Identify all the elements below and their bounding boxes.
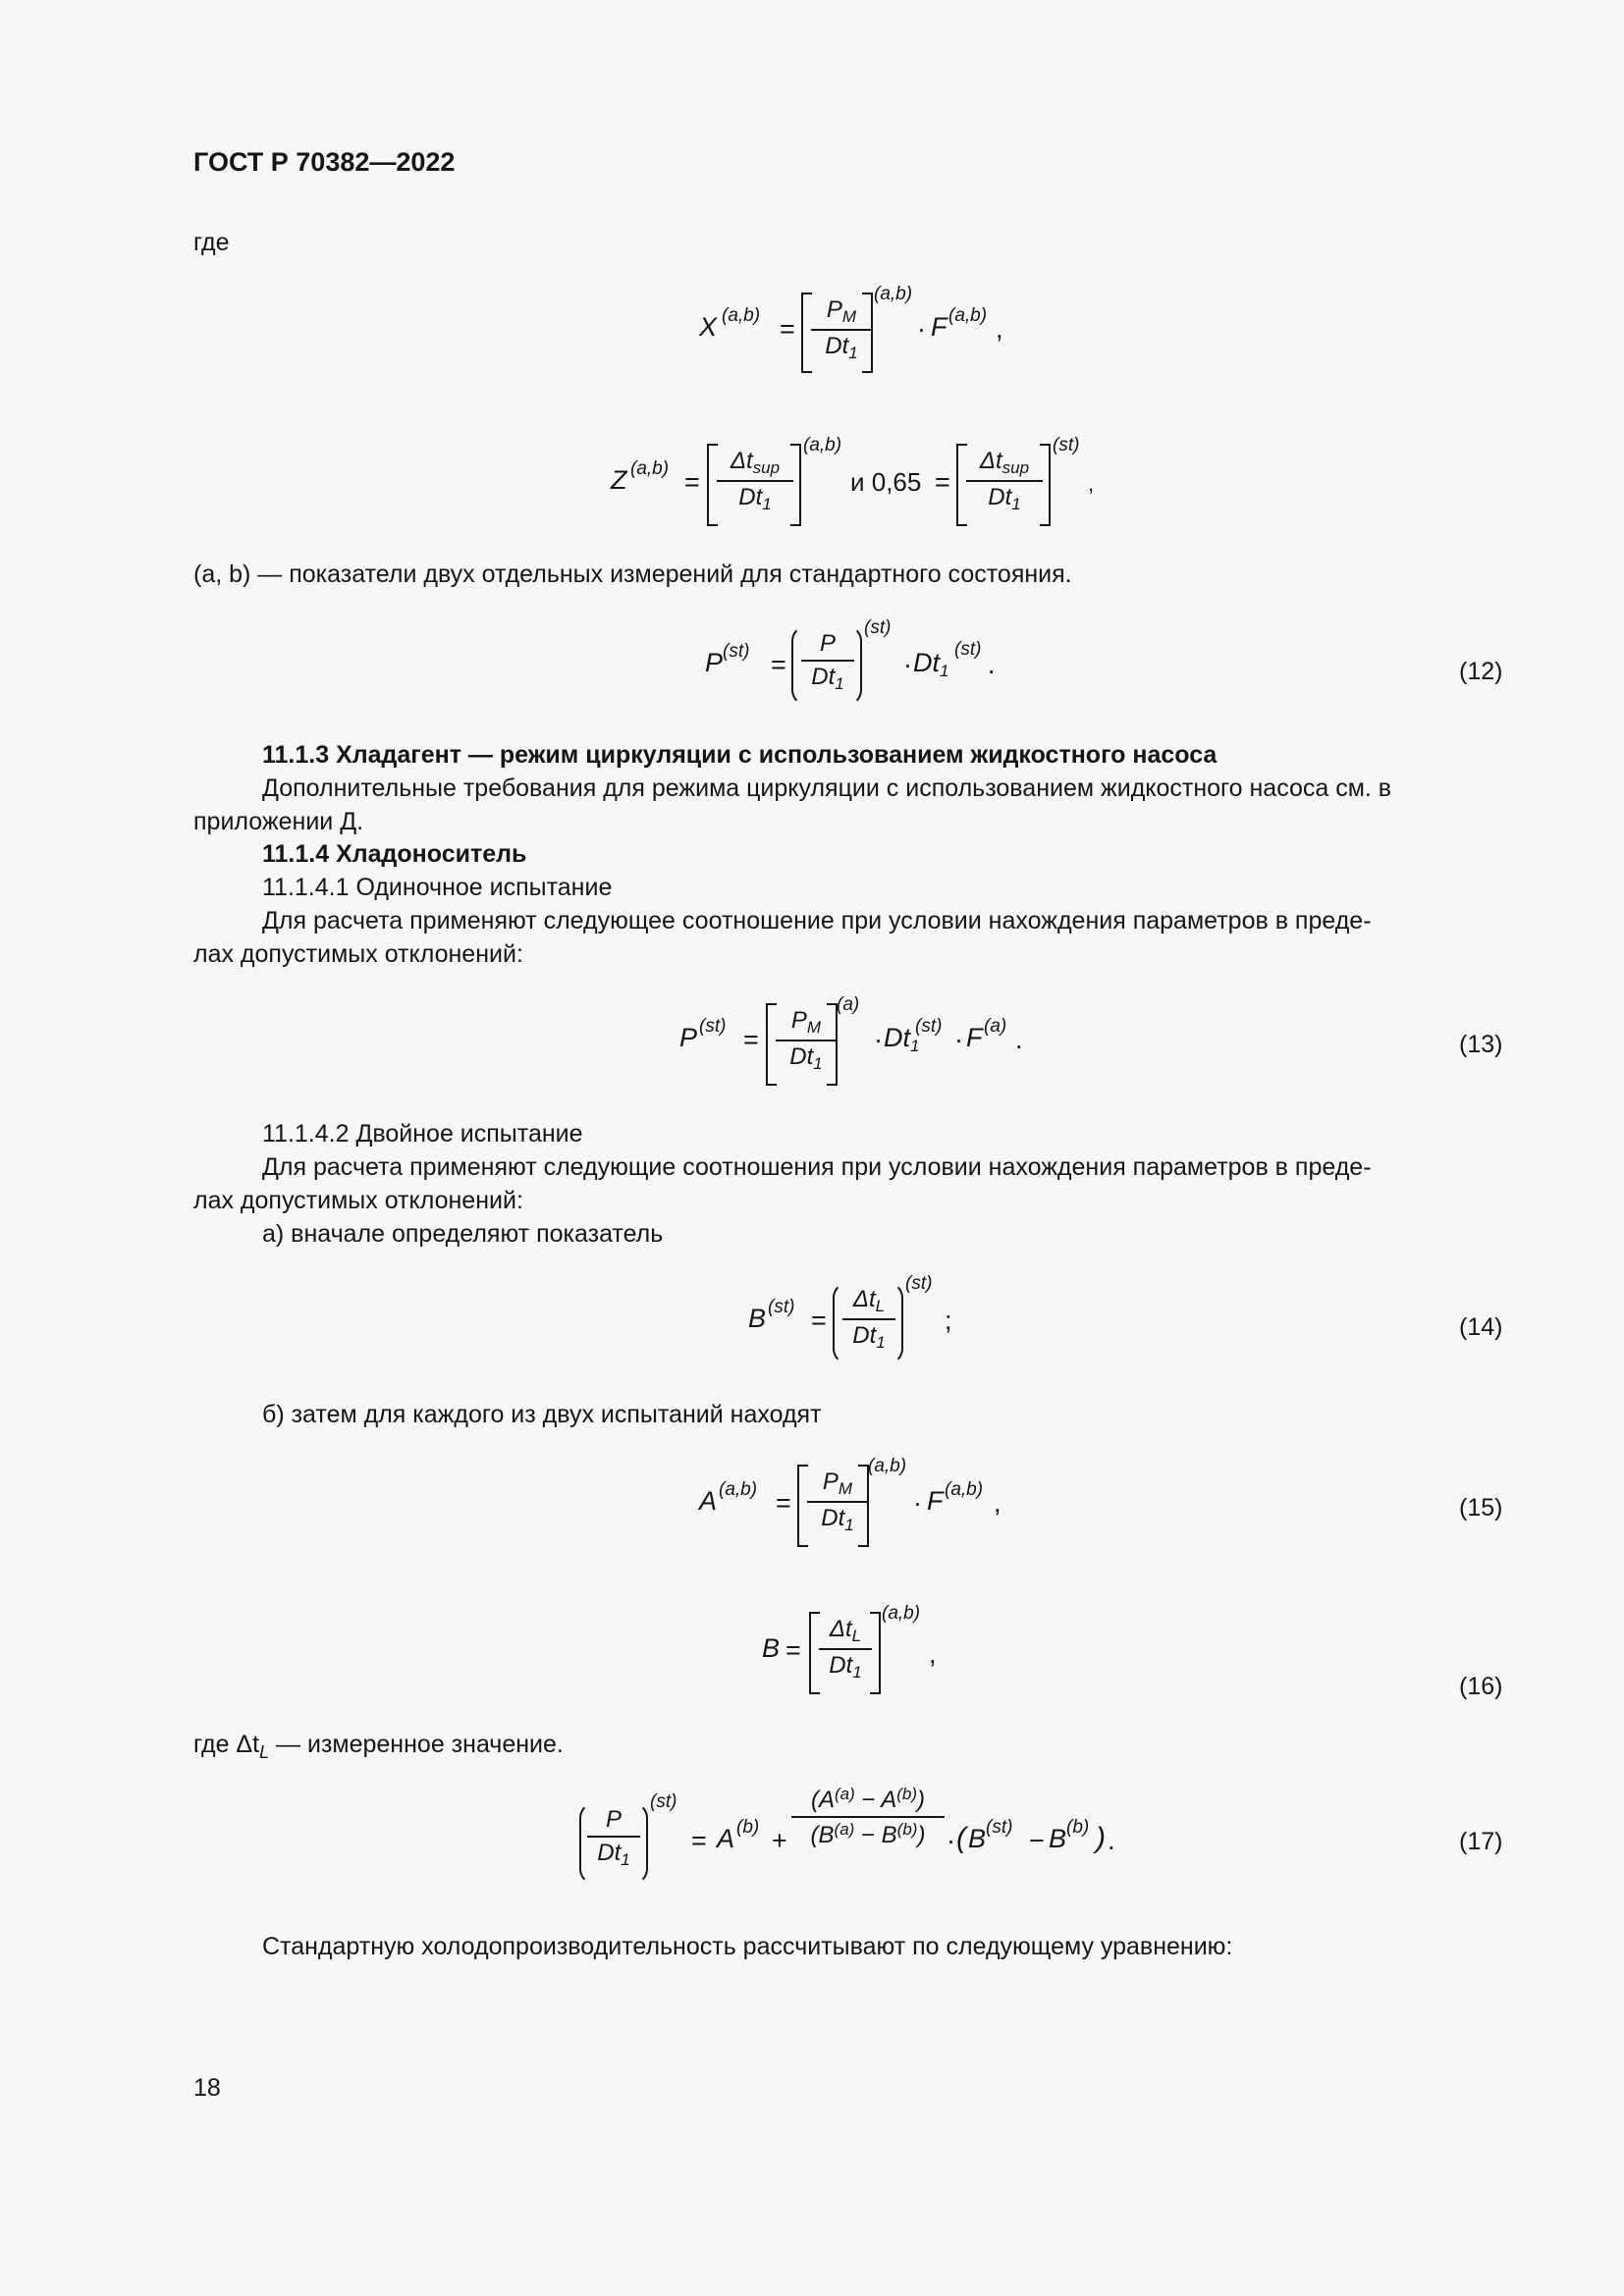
equation-number-12: (12) — [1459, 658, 1503, 685]
equation-number-14: (14) — [1459, 1313, 1503, 1341]
section-11-1-4-1-heading: 11.1.4.1 Одиночное испытание — [262, 874, 613, 901]
paragraph-11-1-3-line2: приложении Д. — [193, 808, 364, 835]
section-11-1-3-heading: 11.1.3 Хладагент — режим циркуляции с использованием жидкостного насоса — [262, 741, 1218, 769]
equation-number-13: (13) — [1459, 1031, 1503, 1058]
paragraph-final: Стандартную холодопроизводительность рассчитывают по следующему уравнению: — [262, 1933, 1233, 1960]
equation-number-16: (16) — [1459, 1673, 1503, 1700]
paragraph-11-1-3-line1: Дополнительные требования для режима циркуляции с использованием жидкостного насоса см. в — [262, 774, 1392, 802]
ab-definition: (a, b) — показатели двух отдельных измерений для стандартного состояния. — [193, 561, 1072, 588]
where-label: где — [193, 229, 230, 256]
section-11-1-4-2-heading: 11.1.4.2 Двойное испытание — [262, 1120, 583, 1148]
list-item-a: а) вначале определяют показатель — [262, 1220, 664, 1248]
paragraph-11-1-4-2-line1: Для расчета применяют следующие соотношения при условии нахождения параметров в преде- — [262, 1153, 1372, 1181]
section-11-1-4-heading: 11.1.4 Хладоноситель — [262, 840, 527, 868]
paragraph-11-1-4-1-line2: лах допустимых отклонений: — [193, 940, 523, 968]
paragraph-11-1-4-1-line1: Для расчета применяют следующее соотношение при условии нахождения параметров в преде- — [262, 907, 1372, 934]
list-item-b: б) затем для каждого из двух испытаний находят — [262, 1401, 822, 1428]
delta-tl-definition: где $\Delta t_L$ — измеренное значение. — [193, 1731, 564, 1762]
page-number: 18 — [193, 2074, 221, 2102]
document-header: ГОСТ Р 70382—2022 — [193, 147, 456, 177]
paragraph-11-1-4-2-line2: лах допустимых отклонений: — [193, 1187, 523, 1214]
equation-number-17: (17) — [1459, 1828, 1503, 1855]
equation-number-15: (15) — [1459, 1494, 1503, 1522]
